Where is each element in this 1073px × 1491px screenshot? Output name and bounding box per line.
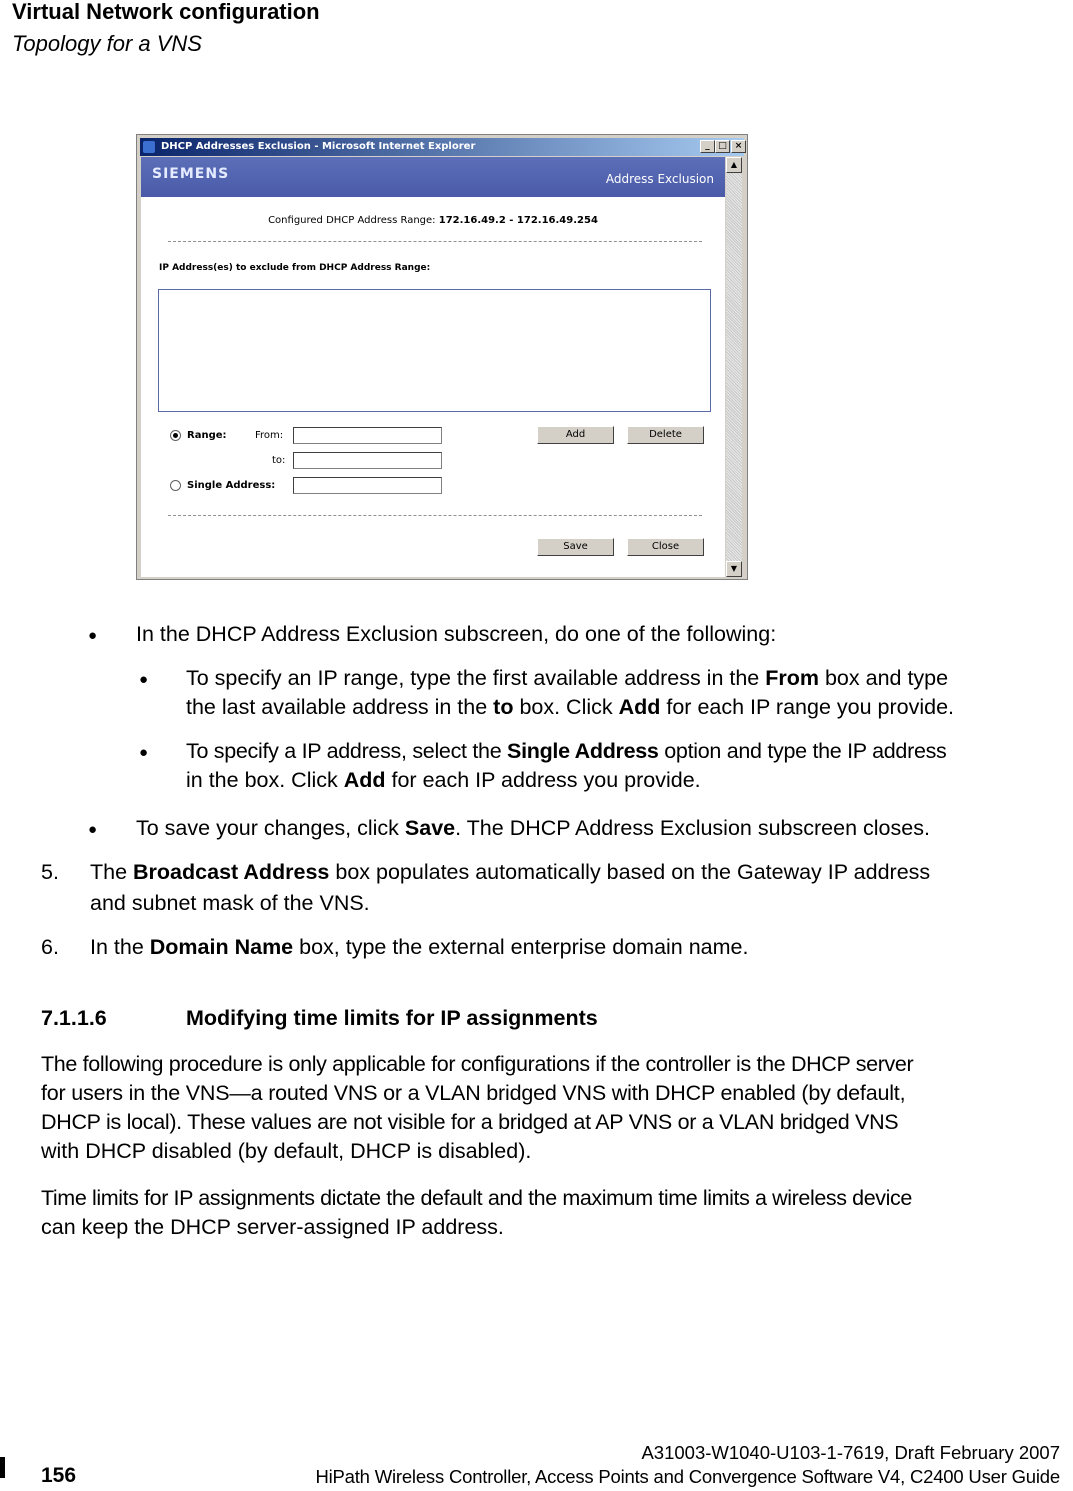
bullet-icon: ● — [88, 821, 98, 838]
bullet-text: the last available address in the to box. Click Add for each IP range you provide. — [186, 695, 955, 719]
excluded-addresses-list[interactable] — [158, 289, 711, 412]
single-address-radio[interactable] — [170, 480, 181, 491]
paragraph-line: for users in the VNS—a routed VNS or a VLAN bridged VNS with DHCP enabled (by default, — [41, 1081, 906, 1105]
single-address-input[interactable] — [293, 477, 442, 494]
banner-section-title: Address Exclusion — [605, 172, 714, 186]
bullet-icon: ● — [88, 627, 98, 644]
from-input[interactable] — [293, 427, 442, 444]
siemens-logo: SIEMENS — [152, 166, 230, 182]
ie-icon — [143, 141, 155, 153]
configured-range-label: Configured DHCP Address Range: — [268, 215, 436, 226]
add-button[interactable]: Add — [537, 426, 614, 444]
step-text: In the Domain Name box, type the external enterprise domain name. — [90, 935, 749, 959]
step-text: and subnet mask of the VNS. — [90, 891, 370, 915]
dhcp-exclusion-window — [136, 134, 748, 580]
footer-change-bar — [0, 1457, 5, 1478]
bullet-icon: ● — [139, 744, 149, 761]
bullet-text: In the DHCP Address Exclusion subscreen, do one of the following: — [136, 622, 777, 646]
bullet-icon: ● — [139, 671, 149, 688]
range-label: Range: — [187, 430, 227, 441]
page-number: 156 — [41, 1464, 77, 1487]
step-number: 5. — [41, 860, 59, 884]
configured-range-value: 172.16.49.2 - 172.16.49.254 — [438, 215, 598, 226]
page-header-title: Virtual Network configuration — [12, 0, 320, 24]
bullet-text: To specify a IP address, select the Single Address option and type the IP address — [186, 739, 947, 763]
step-number: 6. — [41, 935, 59, 959]
scroll-down-icon[interactable]: ▼ — [726, 561, 742, 577]
step-text: The Broadcast Address box populates automatically based on the Gateway IP address — [90, 860, 931, 884]
range-radio[interactable] — [170, 430, 181, 441]
to-label: to: — [272, 455, 286, 466]
window-title: DHCP Addresses Exclusion - Microsoft Internet Explorer — [161, 141, 476, 152]
paragraph-line: The following procedure is only applicable for configurations if the controller is the DHCP server — [41, 1052, 914, 1076]
paragraph-line: can keep the DHCP server-assigned IP address. — [41, 1215, 504, 1239]
delete-button[interactable]: Delete — [627, 426, 704, 444]
maximize-button[interactable]: □ — [715, 140, 730, 153]
bullet-text: in the box. Click Add for each IP address you provide. — [186, 768, 701, 792]
window-content — [141, 157, 725, 577]
paragraph-line: with DHCP disabled (by default, DHCP is disabled). — [41, 1139, 532, 1163]
divider — [168, 241, 702, 242]
from-label: From: — [255, 430, 284, 441]
section-title: Modifying time limits for IP assignments — [186, 1006, 598, 1030]
configured-range — [141, 215, 725, 226]
paragraph-line: DHCP is local). These values are not visible for a bridged at AP VNS or a VLAN bridged VNS — [41, 1110, 899, 1134]
vertical-scrollbar[interactable] — [726, 157, 742, 577]
save-button[interactable]: Save — [537, 538, 614, 556]
siemens-banner — [141, 157, 725, 197]
paragraph-line: Time limits for IP assignments dictate the default and the maximum time limits a wireless device — [41, 1186, 912, 1210]
to-input[interactable] — [293, 452, 442, 469]
scroll-up-icon[interactable]: ▲ — [726, 157, 742, 173]
exclude-label: IP Address(es) to exclude from DHCP Address Range: — [159, 263, 431, 273]
page-header-subtitle: Topology for a VNS — [12, 31, 202, 56]
footer-doc-id: A31003-W1040-U103-1-7619, Draft February 2007 — [641, 1442, 1060, 1463]
bullet-text: To specify an IP range, type the first available address in the From box and type — [186, 666, 949, 690]
window-titlebar — [140, 138, 744, 156]
minimize-button[interactable]: _ — [700, 140, 715, 153]
bullet-text: To save your changes, click Save. The DHCP Address Exclusion subscreen closes. — [136, 816, 930, 840]
divider — [168, 515, 702, 516]
close-button[interactable]: Close — [627, 538, 704, 556]
footer-guide-title: HiPath Wireless Controller, Access Points and Convergence Software V4, C2400 User Guide — [315, 1466, 1060, 1487]
section-number: 7.1.1.6 — [41, 1006, 107, 1030]
single-address-label: Single Address: — [187, 480, 276, 491]
close-window-button[interactable]: × — [731, 140, 746, 153]
